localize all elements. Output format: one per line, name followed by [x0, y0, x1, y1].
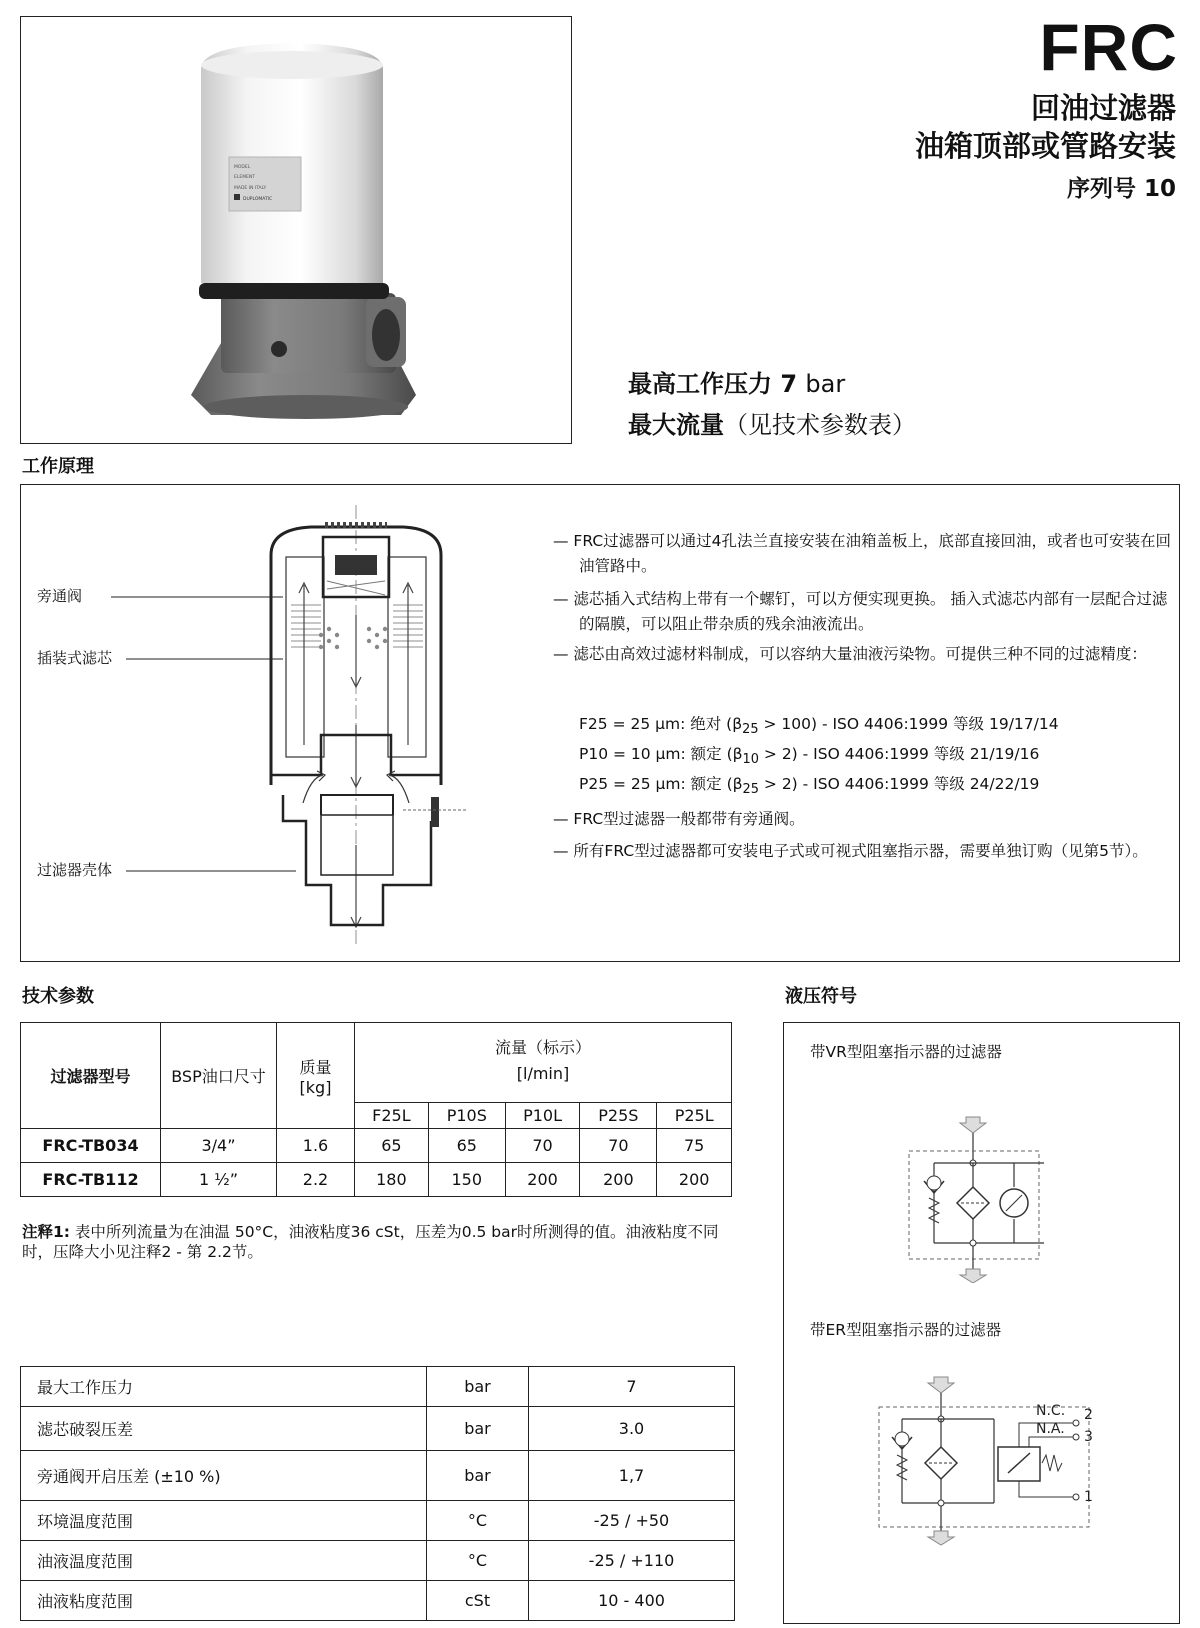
series-number	[1067, 178, 1176, 201]
col-mass-header	[277, 1023, 355, 1129]
grade-p25	[579, 777, 1039, 797]
row-2-bsp: 1 ½”	[161, 1163, 277, 1197]
callout-cartridge: 插装式滤芯	[37, 649, 113, 667]
table-row	[21, 1407, 735, 1451]
grade-f25	[579, 717, 1059, 737]
row-1-flow-f25l: 65	[355, 1129, 429, 1163]
max-pressure-line	[628, 372, 845, 396]
flow-col-f25l: F25L	[355, 1103, 429, 1129]
grade-p25-post: > 2) - ISO 4406:1999 等级 24/22/19	[758, 775, 1040, 793]
er-symbol	[784, 1363, 1179, 1623]
param-unit: °C	[427, 1541, 529, 1581]
param-name: 旁通阀开启压差 (±10 %)	[21, 1451, 427, 1501]
param-unit: bar	[427, 1407, 529, 1451]
note-text: 表中所列流量为在油温 50°C，油液粘度36 cSt，压差为0.5 bar时所测得的值。油液粘度不同时，压降大小见注释2 - 第 2.2节。	[22, 1223, 719, 1261]
row-1-flow-p10s: 65	[428, 1129, 505, 1163]
row-2-flow-f25l: 180	[355, 1163, 429, 1197]
series-value: 10	[1143, 176, 1176, 202]
max-flow-label: 最大流量	[628, 411, 724, 439]
row-2-flow-p25l: 200	[657, 1163, 732, 1197]
table-row	[21, 1129, 732, 1163]
principle-box	[20, 484, 1180, 962]
flow-col-p25s: P25S	[580, 1103, 657, 1129]
param-name: 油液温度范围	[21, 1541, 427, 1581]
product-photo	[21, 17, 573, 445]
filter-cross-section	[21, 485, 501, 961]
param-value: 10 - 400	[529, 1581, 735, 1621]
principle-bullet-3: — 滤芯由高效过滤材料制成，可以容纳大量油液污染物。可提供三种不同的过滤精度：	[553, 645, 1147, 663]
param-value: 3.0	[529, 1407, 735, 1451]
flow-col-p10s: P10S	[428, 1103, 505, 1129]
param-name: 滤芯破裂压差	[21, 1407, 427, 1451]
row-2-model: FRC-TB112	[21, 1163, 161, 1197]
grade-p25-pre: P25 = 25 μm: 额定 (β	[579, 775, 743, 793]
param-table	[20, 1366, 735, 1621]
row-2-flow-p10l: 200	[505, 1163, 580, 1197]
max-flow-line	[628, 413, 916, 437]
vr-title: 带VR型阻塞指示器的过滤器	[810, 1043, 1002, 1061]
series-prefix: 序列号	[1066, 176, 1136, 202]
param-value: -25 / +50	[529, 1501, 735, 1541]
product-photo-frame	[20, 16, 572, 444]
principle-heading: 工作原理	[22, 456, 94, 477]
er-title: 带ER型阻塞指示器的过滤器	[810, 1321, 1002, 1339]
flow-col-p25l: P25L	[657, 1103, 732, 1129]
param-unit: °C	[427, 1501, 529, 1541]
label-line-3: MADE IN ITALY	[234, 186, 267, 191]
row-2-flow-p25s: 200	[580, 1163, 657, 1197]
param-name: 油液粘度范围	[21, 1581, 427, 1621]
param-value: 1,7	[529, 1451, 735, 1501]
label-line-2: ELEMENT	[234, 175, 256, 180]
col-model-header: 过滤器型号	[21, 1023, 161, 1129]
param-name: 最大工作压力	[21, 1367, 427, 1407]
pin-1-label: 1	[1084, 1489, 1093, 1505]
flow-col-p10l: P10L	[505, 1103, 580, 1129]
row-1-bsp: 3/4”	[161, 1129, 277, 1163]
callout-housing: 过滤器壳体	[37, 861, 113, 879]
grade-f25-pre: F25 = 25 μm: 绝对 (β	[579, 715, 743, 733]
param-unit: cSt	[427, 1581, 529, 1621]
principle-bullet-2: — 滤芯插入式结构上带有一个螺钉，可以方便实现更换。 插入式滤芯内部有一层配合过滤的隔膜，可以阻止带杂质的残余油液流出。	[553, 590, 1168, 633]
hydraulic-heading: 液压符号	[785, 986, 857, 1007]
grade-p10-sub: 10	[742, 752, 759, 768]
row-1-flow-p25l: 75	[657, 1129, 732, 1163]
row-2-mass: 2.2	[277, 1163, 355, 1197]
pin-3-label: 3	[1084, 1429, 1093, 1445]
grade-f25-sub: 25	[742, 722, 759, 738]
table-row	[21, 1367, 735, 1407]
param-value: -25 / +110	[529, 1541, 735, 1581]
na-label: N.A.	[1036, 1421, 1065, 1437]
callout-bypass-valve: 旁通阀	[37, 587, 83, 605]
subtitle-line-1: 回油过滤器	[1030, 91, 1176, 125]
grade-p25-sub: 25	[742, 782, 759, 798]
grade-p10-post: > 2) - ISO 4406:1999 等级 21/19/16	[758, 745, 1040, 763]
param-unit: bar	[427, 1451, 529, 1501]
row-1-flow-p25s: 70	[580, 1129, 657, 1163]
tech-heading: 技术参数	[22, 986, 94, 1007]
tech-table	[20, 1022, 732, 1197]
grade-p10	[579, 747, 1039, 767]
subtitle-line-2: 油箱顶部或管路安装	[914, 129, 1176, 163]
pin-2-label: 2	[1084, 1407, 1093, 1423]
table-note	[22, 1222, 722, 1262]
max-flow-note: （见技术参数表）	[724, 411, 916, 439]
col-bsp-header: BSP油口尺寸	[161, 1023, 277, 1129]
hydraulic-box	[783, 1022, 1180, 1624]
principle-bullet-4: — FRC型过滤器一般都带有旁通阀。	[553, 810, 805, 828]
row-2-flow-p10s: 150	[428, 1163, 505, 1197]
max-pressure-label: 最高工作压力	[628, 370, 772, 398]
grade-p10-pre: P10 = 10 μm: 额定 (β	[579, 745, 743, 763]
param-value: 7	[529, 1367, 735, 1407]
col-mass-unit: [kg]	[299, 1077, 332, 1097]
model-title: FRC	[1039, 10, 1178, 84]
col-flow-unit: [l/min]	[516, 1064, 570, 1083]
principle-bullet-1: — FRC过滤器可以通过4孔法兰直接安装在油箱盖板上，底部直接回油，或者也可安装在回油管路中。	[553, 532, 1172, 575]
table-row	[21, 1163, 732, 1197]
label-brand: DUPLOMATIC	[243, 197, 273, 202]
table-row	[21, 1541, 735, 1581]
col-flow-label: 流量（标示）	[494, 1038, 591, 1057]
row-1-model: FRC-TB034	[21, 1129, 161, 1163]
col-flow-header	[355, 1023, 732, 1103]
grade-f25-post: > 100) - ISO 4406:1999 等级 19/17/14	[758, 715, 1059, 733]
row-1-mass: 1.6	[277, 1129, 355, 1163]
table-row	[21, 1451, 735, 1501]
table-row	[21, 1581, 735, 1621]
max-pressure-value: 7	[780, 370, 798, 398]
principle-bullet-5: — 所有FRC型过滤器都可安装电子式或可视式阻塞指示器，需要单独订购（见第5节）。	[553, 842, 1148, 860]
vr-symbol	[784, 1083, 1179, 1283]
note-label: 注释1:	[22, 1223, 70, 1241]
max-pressure-unit: bar	[805, 370, 846, 398]
row-1-flow-p10l: 70	[505, 1129, 580, 1163]
table-row	[21, 1501, 735, 1541]
param-unit: bar	[427, 1367, 529, 1407]
nc-label: N.C.	[1036, 1403, 1066, 1419]
param-name: 环境温度范围	[21, 1501, 427, 1541]
label-line-1: MODEL	[234, 165, 251, 170]
col-mass-label: 质量	[299, 1057, 332, 1077]
